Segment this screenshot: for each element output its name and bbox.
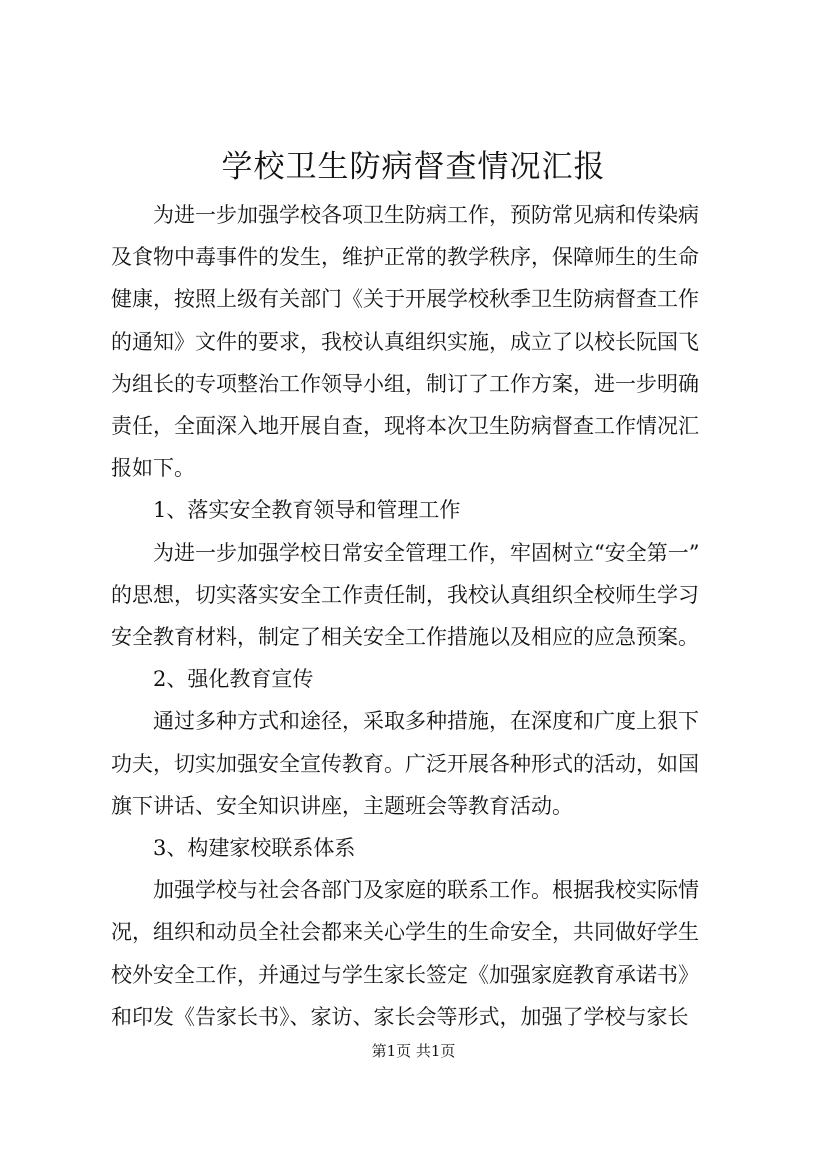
- document-title: 学校卫生防病督查情况汇报: [221, 149, 606, 185]
- section-heading-3: 3、构建家校联系体系: [153, 836, 356, 861]
- page-footer: 第1页 共1页: [371, 1042, 456, 1060]
- section-paragraph-1: 为进一步加强学校日常安全管理工作，牢固树立“安全第一” 的思想，切实落实安全工作责任制，我校认真组织全校师生学习 安全教育材料，制定了相关安全工作措施以及相应的应急预案。: [111, 540, 700, 650]
- section-heading-1: 1、落实安全教育领导和管理工作: [153, 498, 461, 523]
- document-body: [111, 194, 725, 1038]
- intro-paragraph: 为进一步加强学校各项卫生防病工作，预防常见病和传染病 及食物中毒事件的发生，维护正常的教学秩序，保障师生的生命 健康，按照上级有关部门《关于开展学校秋季卫生防病督查工作 的通知》文件的要求，我校认真组织实施，成立了以校长阮国飞 为组长的专项整治工作领导小组，制订了工作方案，进一步明确 责任，全面深入地开展自查，现将本次卫生防病督查工作情况汇 报如下。: [111, 203, 699, 481]
- section-paragraph-3: 加强学校与社会各部门及家庭的联系工作。根据我校实际情 况，组织和动员全社会都来关心学生的生命安全，共同做好学生 校外安全工作，并通过与学生家长签定《加强家庭教育承诺书》 和印发《告家长书》、家访、家长会等形式，加强了学校与家长: [111, 878, 699, 1029]
- section-heading-2: 2、强化教育宣传: [153, 667, 314, 692]
- section-paragraph-2: 通过多种方式和途径，采取多种措施，在深度和广度上狠下 功夫，切实加强安全宣传教育。广泛开展各种形式的活动，如国 旗下讲话、安全知识讲座，主题班会等教育活动。: [111, 709, 699, 818]
